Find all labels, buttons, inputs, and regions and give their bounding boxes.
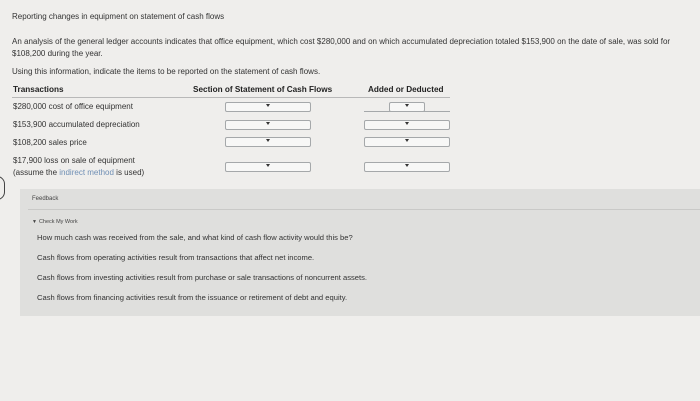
feedback-investing: Cash flows from investing activities result from purchase or sale transactions of noncurrent assets. — [37, 273, 368, 282]
chevron-down-icon — [405, 164, 409, 167]
indirect-method-link[interactable]: indirect method — [59, 168, 114, 177]
header-divider — [12, 97, 450, 98]
instruction-text: Using this information, indicate the items to be reported on the statement of cash flows. — [12, 67, 321, 76]
feedback-panel — [20, 189, 700, 316]
row-label-cost: $280,000 cost of office equipment — [13, 102, 133, 111]
feedback-divider — [28, 209, 700, 210]
chevron-down-icon — [266, 104, 270, 107]
chevron-down-icon — [405, 139, 409, 142]
header-section: Section of Statement of Cash Flows — [193, 85, 333, 94]
problem-intro: An analysis of the general ledger accounts indicates that office equipment, which cost $280,000 and on which accumulated depreciation totaled $153,900 on the date of sale, was sold for $108,200 during the year. — [12, 37, 671, 58]
feedback-question: How much cash was received from the sale, and what kind of cash flow activity would this be? — [37, 233, 353, 242]
chevron-down-icon — [266, 139, 270, 142]
chevron-down-icon — [405, 104, 409, 107]
section-dropdown-accumulated-depreciation[interactable] — [225, 120, 311, 130]
loss-line-1: $17,900 loss on sale of equipment — [13, 156, 135, 165]
added-dropdown-sales-price[interactable] — [364, 137, 450, 147]
row-label-loss-on-sale — [13, 155, 144, 179]
chevron-down-icon — [266, 122, 270, 125]
feedback-financing: Cash flows from financing activities result from the issuance or retirement of debt and equity. — [37, 293, 348, 302]
check-my-work-toggle[interactable] — [32, 219, 78, 225]
chevron-down-icon — [266, 164, 270, 167]
header-added-or-deducted: Added or Deducted — [368, 85, 444, 94]
section-dropdown-sales-price[interactable] — [225, 137, 311, 147]
loss-line-2-suffix: is used) — [113, 168, 145, 177]
added-dropdown-accumulated-depreciation[interactable] — [364, 120, 450, 130]
row-label-accumulated-depreciation: $153,900 accumulated depreciation — [13, 120, 140, 129]
triangle-down-icon: ▼ — [32, 219, 37, 225]
loss-line-2-prefix: (assume the — [13, 168, 60, 177]
section-dropdown-cost[interactable] — [225, 102, 311, 112]
added-dropdown-loss-on-sale[interactable] — [364, 162, 450, 172]
dropdown-underline — [364, 111, 450, 112]
loss-line-2 — [13, 167, 144, 179]
left-bracket-icon — [0, 176, 5, 200]
chevron-down-icon — [405, 122, 409, 125]
feedback-label: Feedback — [32, 196, 59, 202]
feedback-operating: Cash flows from operating activities result from transactions that affect net income. — [37, 253, 315, 262]
page-title: Reporting changes in equipment on statement of cash flows — [12, 12, 225, 21]
header-transactions: Transactions — [13, 85, 64, 94]
section-dropdown-loss-on-sale[interactable] — [225, 162, 311, 172]
row-label-sales-price: $108,200 sales price — [13, 138, 87, 147]
check-my-work-label: Check My Work — [38, 219, 78, 225]
